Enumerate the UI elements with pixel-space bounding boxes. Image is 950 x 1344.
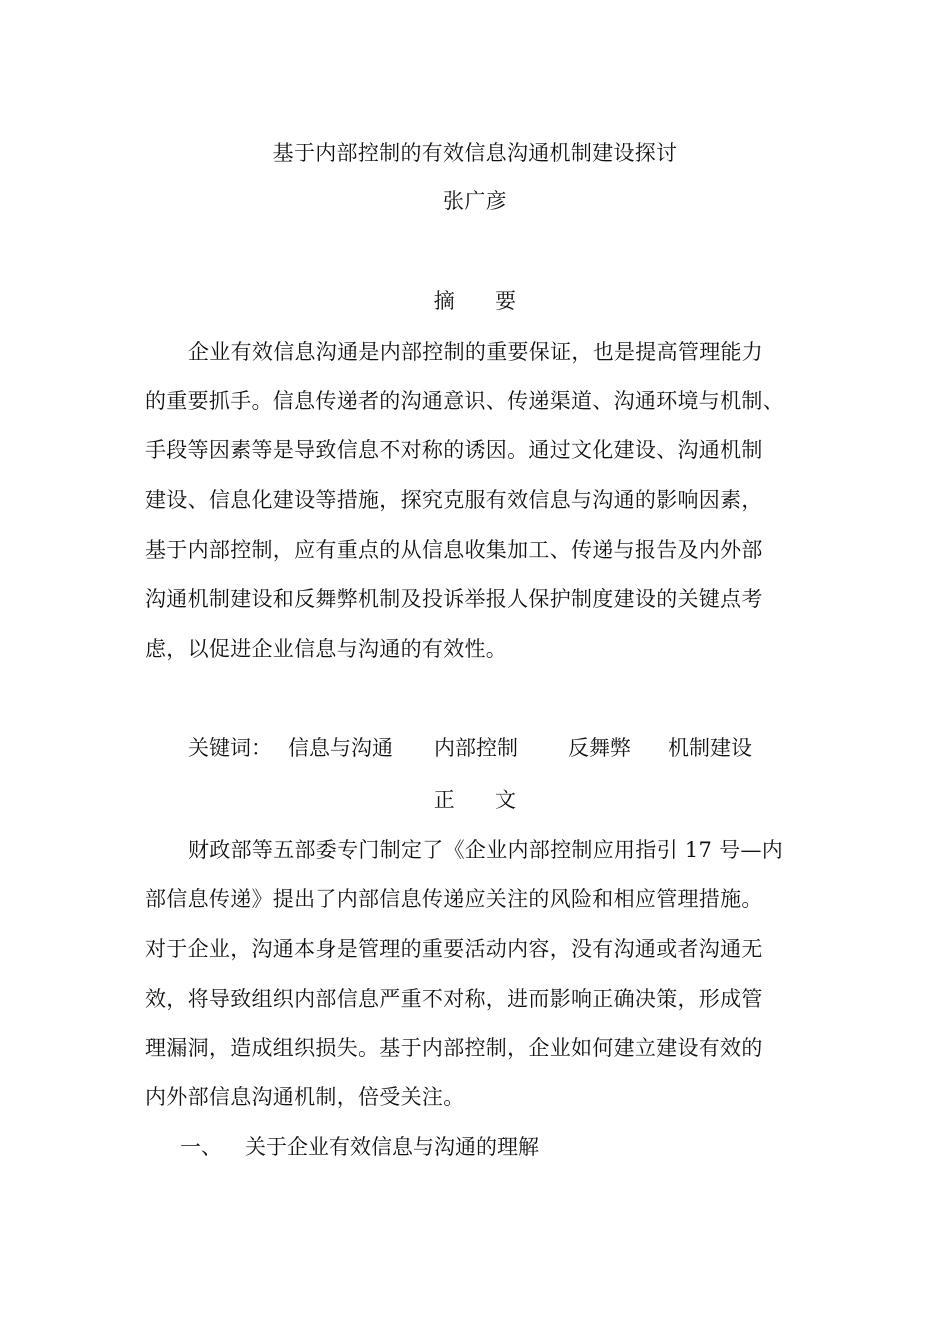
section-title: 关于企业有效信息与沟通的理解 [245, 1135, 539, 1159]
body-heading [0, 786, 950, 814]
abstract-heading-char-2: 要 [495, 289, 517, 313]
body-line: 部信息传递》提出了内部信息传递应关注的风险和相应管理措施。 [145, 887, 763, 911]
abstract-heading-char-1: 摘 [433, 289, 455, 313]
body-line: 财政部等五部委专门制定了《企业内部控制应用指引 17 号—内 [188, 838, 784, 862]
abstract-line: 沟通机制建设和反舞弊机制及投诉举报人保护制度建设的关键点考 [145, 587, 763, 611]
keyword: 机制建设 [668, 736, 752, 760]
body-heading-char-1: 正 [433, 788, 455, 812]
section-number: 一、 [180, 1135, 222, 1159]
keyword: 信息与沟通 [288, 736, 393, 760]
abstract-line: 手段等因素等是导致信息不对称的诱因。通过文化建设、沟通机制 [145, 438, 763, 462]
abstract-line: 虑，以促进企业信息与沟通的有效性。 [145, 637, 508, 661]
keywords-label: 关键词： [188, 736, 272, 760]
keyword: 反舞弊 [568, 736, 631, 760]
body-line: 对于企业，沟通本身是管理的重要活动内容，没有沟通或者沟通无 [145, 937, 763, 961]
abstract-line: 的重要抓手。信息传递者的沟通意识、传递渠道、沟通环境与机制、 [145, 389, 784, 413]
abstract-heading [0, 287, 950, 315]
abstract-line: 基于内部控制，应有重点的从信息收集加工、传递与报告及内外部 [145, 538, 763, 562]
body-line: 内外部信息沟通机制，倍受关注。 [145, 1085, 465, 1109]
author-name: 张广彦 [443, 189, 507, 213]
abstract-line: 企业有效信息沟通是内部控制的重要保证，也是提高管理能力 [188, 340, 764, 364]
abstract-line: 建设、信息化建设等措施，探究克服有效信息与沟通的影响因素， [145, 488, 763, 512]
keyword: 内部控制 [434, 736, 518, 760]
document-title: 基于内部控制的有效信息沟通机制建设探讨 [272, 141, 678, 165]
body-heading-char-2: 文 [495, 788, 517, 812]
body-line: 效，将导致组织内部信息严重不对称，进而影响正确决策，形成管 [145, 987, 763, 1011]
body-line: 理漏洞，造成组织损失。基于内部控制，企业如何建立建设有效的 [145, 1036, 763, 1060]
